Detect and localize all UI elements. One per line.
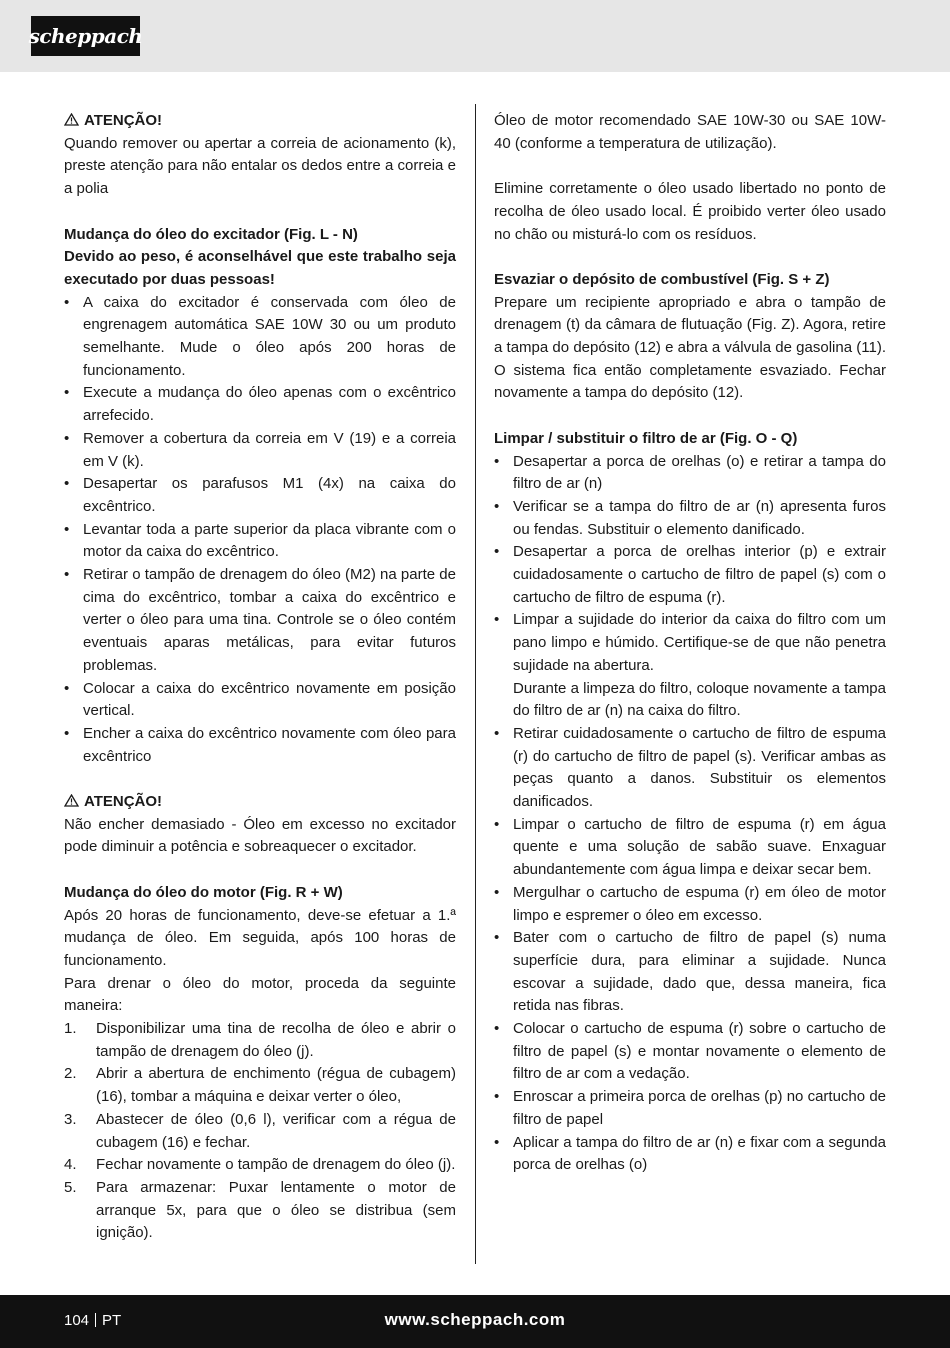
step-item — [64, 1109, 456, 1154]
list-item: • Colocar a caixa do excêntrico novamente em posição vertical. — [64, 678, 456, 723]
list-item: • Levantar toda a parte superior da placa vibrante com o motor da caixa do excêntrico. — [64, 519, 456, 564]
list-item: • Desapertar os parafusos M1 (4x) na caixa do excêntrico. — [64, 473, 456, 518]
warning-text: Não encher demasiado - Óleo em excesso no excitador pode diminuir a potência e sobreaquecer o excitador. — [64, 815, 456, 856]
section-heading-engine-oil: Mudança do óleo do motor (Fig. R + W) — [64, 883, 343, 901]
section-heading-air-filter: Limpar / substituir o filtro de ar (Fig. O - Q) — [494, 429, 798, 447]
list-item: • Bater com o cartucho de filtro de papel (s) numa superfície dura, para eliminar a sujidade. Nunca escovar a sujidade, dado que, dessa maneira, fica retida nas fibras. — [494, 927, 886, 1018]
column-divider — [475, 104, 476, 1264]
step-text: Abastecer de óleo (0,6 l), verificar com a régua de cubagem (16) e fechar. — [96, 1110, 456, 1151]
step-text: Disponibilizar uma tina de recolha de óleo e abrir o tampão de drenagem do óleo (j). — [96, 1020, 456, 1060]
step-number: 4. — [64, 1156, 77, 1174]
list-item: • Mergulhar o cartucho de espuma (r) em óleo de motor limpo e espremer o óleo em excesso. — [494, 882, 886, 927]
page-number: 104 PT — [64, 1312, 122, 1329]
step-item — [64, 1177, 456, 1245]
step-item — [64, 1154, 456, 1177]
exciter-oil-list — [64, 292, 456, 769]
list-item: • Remover a cobertura da correia em V (19) e a correia em V (k). — [64, 428, 456, 473]
air-filter-list — [494, 451, 886, 1178]
list-item-extra: Durante a limpeza do filtro, coloque novamente a tampa do filtro de ar (n) na caixa do filtro. — [513, 679, 886, 720]
warning-triangle-icon — [64, 794, 79, 807]
list-item: • Enroscar a primeira porca de orelhas (p) no cartucho de filtro de papel — [494, 1086, 886, 1131]
section-heading-exciter-oil: Mudança do óleo do excitador (Fig. L - N) — [64, 225, 358, 243]
page-header — [0, 0, 950, 72]
list-item: • Limpar o cartucho de filtro de espuma (r) em água quente e uma solução de sabão suave. Enxaguar abundantemente com água limpa e deixar secar bem. — [494, 814, 886, 882]
list-item: • Execute a mudança do óleo apenas com o excêntrico arrefecido. — [64, 382, 456, 427]
paragraph: Prepare um recipiente apropriado e abra o tampão de drenagem (t) da câmara de flutuação (Fig. Z). Agora, retire a tampa do depósito (12) e abra a válvula de gasolina (11). O sistema fica então completamente esvaziado. Fechar novamente a tampa do depósito (12). — [494, 293, 886, 402]
step-item — [64, 1018, 456, 1063]
step-number: 5. — [64, 1179, 77, 1196]
section-subheading: Devido ao peso, é aconselhável que este trabalho seja executado por duas pessoas! — [64, 248, 456, 288]
paragraph: Óleo de motor recomendado SAE 10W-30 ou SAE 10W-40 (conforme a temperatura de utilização). — [494, 112, 886, 152]
page-footer — [0, 1295, 950, 1348]
list-item: • Retirar o tampão de drenagem do óleo (M2) na parte de cima do excêntrico, tombar a caixa do excêntrico e verter o óleo para uma tina. Controle se o óleo contém eventuais aparas metálicas, para evitar futuros problemas. — [64, 564, 456, 678]
paragraph: Para drenar o óleo do motor, proceda da seguinte maneira: — [64, 974, 456, 1015]
step-item — [64, 1063, 456, 1108]
list-item: • Limpar a sujidade do interior da caixa do filtro com um pano limpo e húmido. Certifique-se de que não penetra sujidade na abertura. Durante a limpeza do filtro, coloque novamente a tampa do filtro de ar (n) na caixa do filtro. — [494, 609, 886, 723]
language-code: PT — [102, 1312, 122, 1329]
list-item: • Desapertar a porca de orelhas interior (p) e extrair cuidadosamente o cartucho de filtro de papel (s) com o cartucho de filtro de espuma (r). — [494, 541, 886, 609]
list-item: • Colocar o cartucho de espuma (r) sobre o cartucho de filtro de papel (s) e montar novamente o elemento de filtro de ar com a vedação. — [494, 1018, 886, 1086]
list-item: • A caixa do excitador é conservada com óleo de engrenagem automática SAE 10W 30 ou um produto semelhante. Mude o óleo após 200 horas de funcionamento. — [64, 292, 456, 383]
section-heading-fuel: Esvaziar o depósito de combustível (Fig. S + Z) — [494, 270, 830, 288]
list-item: • Aplicar a tampa do filtro de ar (n) e fixar com a segunda porca de orelhas (o) — [494, 1132, 886, 1177]
warning-triangle-icon — [64, 113, 79, 126]
step-number: 2. — [64, 1065, 77, 1083]
scheppach-logo: scheppach — [31, 16, 140, 56]
warning-title: ATENÇÃO! — [64, 791, 456, 814]
step-text: Para armazenar: Puxar lentamente o motor de arranque 5x, para que o óleo se distribua (sem ignição). — [96, 1179, 456, 1242]
step-number: 3. — [64, 1110, 77, 1128]
step-text: Fechar novamente o tampão de drenagem do óleo (j). — [96, 1156, 456, 1174]
paragraph: Elimine corretamente o óleo usado libertado no ponto de recolha de óleo usado local. É proibido verter óleo usado no chão ou misturá-lo com os resíduos. — [494, 180, 886, 243]
engine-oil-steps — [64, 1018, 456, 1245]
paragraph: Após 20 horas de funcionamento, deve-se efetuar a 1.ª mudança de óleo. Em seguida, após 100 horas de funcionamento. — [64, 906, 456, 969]
website-link: www.scheppach.com — [384, 1310, 566, 1329]
left-column — [64, 110, 456, 1245]
list-item: • Encher a caixa do excêntrico novamente com óleo para excêntrico — [64, 723, 456, 768]
warning-title: ATENÇÃO! — [64, 110, 456, 133]
step-text: Abrir a abertura de enchimento (régua de cubagem) (16), tombar a máquina e deixar verter o óleo, — [96, 1065, 456, 1106]
warning-text: Quando remover ou apertar a correia de acionamento (k), preste atenção para não entalar os dedos entre a correia e a polia — [64, 134, 456, 198]
list-item: • Desapertar a porca de orelhas (o) e retirar a tampa do filtro de ar (n) — [494, 451, 886, 496]
step-number: 1. — [64, 1020, 77, 1038]
list-item: • Verificar se a tampa do filtro de ar (n) apresenta furos ou fendas. Substituir o elemento danificado. — [494, 496, 886, 541]
right-column — [494, 110, 886, 1177]
list-item: • Retirar cuidadosamente o cartucho de filtro de espuma (r) do cartucho de filtro de papel (s). Verificar ambas as peças quanto a danos. Substituir os elementos danificados. — [494, 723, 886, 814]
